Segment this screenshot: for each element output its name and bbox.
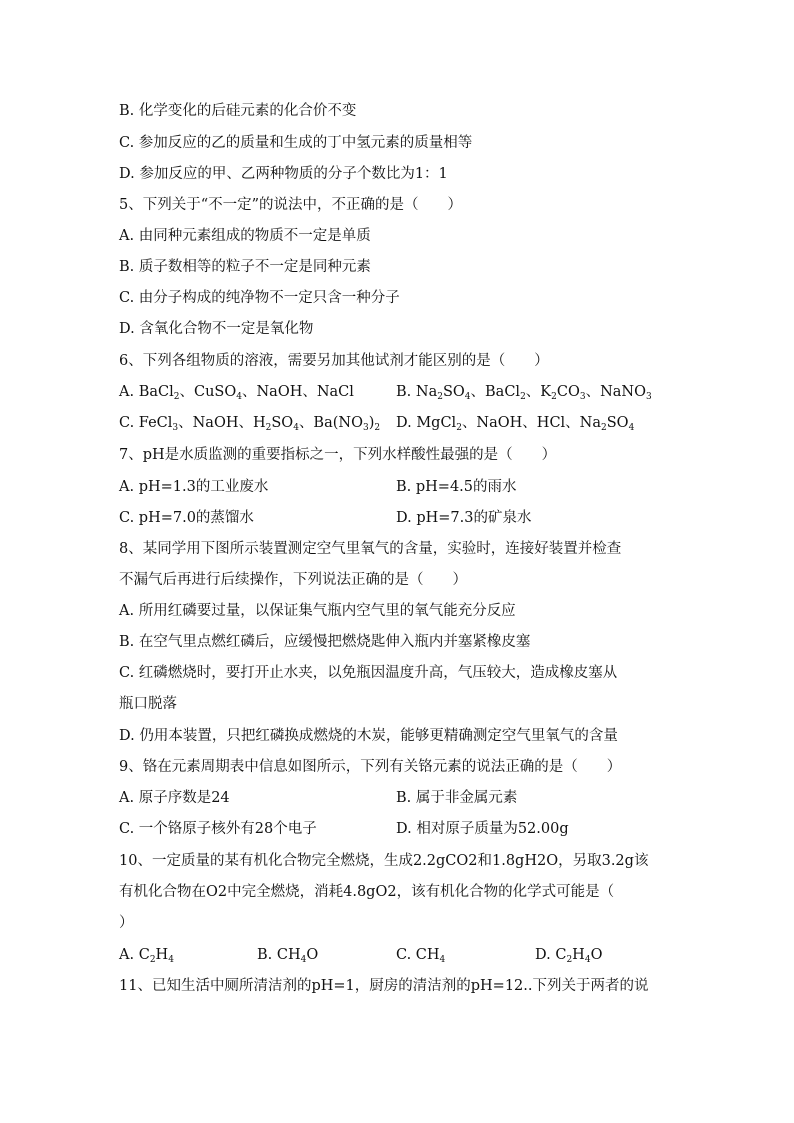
q7-option-c: C. pH=7.0的蒸馏水 (119, 510, 254, 526)
q5-option-c: C. 由分子构成的纯净物不一定只含一种分子 (119, 290, 400, 306)
q10-option-a: A. $C_2H_4$ (119, 947, 174, 965)
q10-stem-line3: ） (119, 915, 134, 931)
q6-option-d: D. MgCl$_2$、NaOH、HCl、$Na_2SO_4$ (396, 415, 635, 433)
q9-option-b: B. 属于非金属元素 (396, 790, 518, 806)
q8-stem-line2: 不漏气后再进行后续操作，下列说法正确的是（ ） (119, 572, 467, 588)
q5-stem: 5、下列关于“不一定”的说法中，不正确的是（ ） (119, 197, 463, 213)
q6-option-c: C. FeCl$_3$、NaOH、$H_2SO_4$、$Ba(NO_3)_2$ (119, 415, 381, 433)
q7-option-d: D. pH=7.3的矿泉水 (396, 510, 532, 526)
q8-option-d: D. 仍用本装置，只把红磷换成燃烧的木炭，能够更精确测定空气里氧气的含量 (119, 728, 618, 744)
q11-stem: 11、已知生活中厕所清洁剂的pH=1，厨房的清洁剂的pH=12..下列关于两者的说 (119, 978, 649, 994)
q5-option-a: A. 由同种元素组成的物质不一定是单质 (119, 228, 371, 244)
q6-option-a: A. BaCl$_2$、CuSO$_4$、NaOH、NaCl (119, 384, 354, 402)
q5-option-b: B. 质子数相等的粒子不一定是同种元素 (119, 259, 371, 275)
q9-option-a: A. 原子序数是24 (119, 790, 230, 806)
q4-option-b: B. 化学变化的后硅元素的化合价不变 (119, 103, 357, 119)
q5-option-d: D. 含氧化合物不一定是氧化物 (119, 321, 314, 337)
q10-stem-line2: 有机化合物在O2中完全燃烧，消耗4.8gO2，该有机化合物的化学式可能是（ (119, 884, 615, 900)
q9-stem: 9、铬在元素周期表中信息如图所示，下列有关铬元素的说法正确的是（ ） (119, 759, 622, 775)
q7-stem: 7、pH是水质监测的重要指标之一，下列水样酸性最强的是（ ） (119, 447, 557, 463)
q6-option-b: B. $Na_2SO_4$、BaCl$_2$、$K_2CO_3$、NaNO$_3$ (396, 384, 652, 402)
q8-stem-line1: 8、某同学用下图所示装置测定空气里氧气的含量，实验时，连接好装置并检查 (119, 541, 622, 557)
q10-option-c: C. $CH_4$ (396, 947, 446, 965)
q8-option-c-line2: 瓶口脱落 (119, 696, 177, 712)
q6-stem: 6、下列各组物质的溶液，需要另加其他试剂才能区别的是（ ） (119, 353, 549, 369)
q10-option-b: B. $CH_4O$ (257, 947, 319, 965)
q4-option-c: C. 参加反应的乙的质量和生成的丁中氢元素的质量相等 (119, 135, 473, 151)
q9-option-c: C. 一个铬原子核外有28个电子 (119, 821, 317, 837)
q10-stem-line1: 10、一定质量的某有机化合物完全燃烧，生成2.2gCO2和1.8gH2O，另取3.2g该 (119, 853, 649, 869)
q8-option-b: B. 在空气里点燃红磷后，应缓慢把燃烧匙伸入瓶内并塞紧橡皮塞 (119, 634, 531, 650)
q8-option-a: A. 所用红磷要过量，以保证集气瓶内空气里的氧气能充分反应 (119, 603, 516, 619)
q9-option-d: D. 相对原子质量为52.00g (396, 821, 569, 837)
q7-option-b: B. pH=4.5的雨水 (396, 479, 517, 495)
q7-option-a: A. pH=1.3的工业废水 (119, 479, 269, 495)
q10-option-d: D. $C_2H_4O$ (535, 947, 603, 965)
q4-option-d: D. 参加反应的甲、乙两种物质的分子个数比为1：1 (119, 166, 448, 182)
q8-option-c-line1: C. 红磷燃烧时，要打开止水夹，以免瓶因温度升高，气压较大，造成橡皮塞从 (119, 665, 618, 681)
